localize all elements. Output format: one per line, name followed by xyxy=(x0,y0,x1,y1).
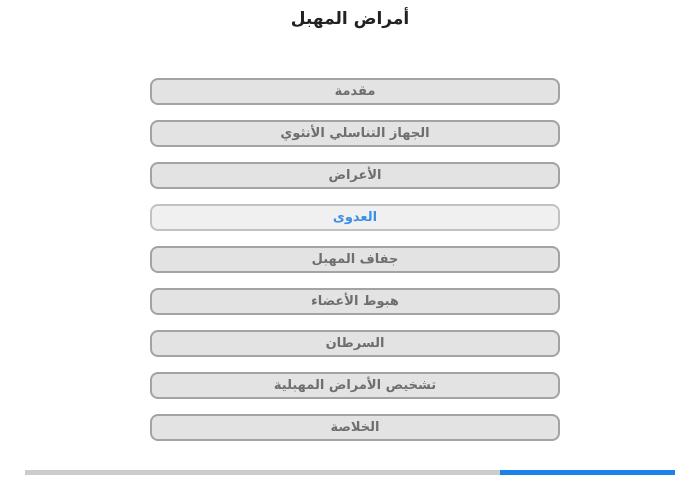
menu-item-infection[interactable]: العدوى xyxy=(150,204,560,231)
menu-item-summary[interactable]: الخلاصة xyxy=(150,414,560,441)
chapter-menu xyxy=(150,78,560,456)
progress-bar-fill xyxy=(500,470,676,475)
menu-item-organ-prolapse[interactable]: هبوط الأعضاء xyxy=(150,288,560,315)
menu-item-cancer[interactable]: السرطان xyxy=(150,330,560,357)
menu-item-female-reproductive-system[interactable]: الجهاز التناسلي الأنثوي xyxy=(150,120,560,147)
menu-item-symptoms[interactable]: الأعراض xyxy=(150,162,560,189)
menu-item-introduction[interactable]: مقدمة xyxy=(150,78,560,105)
menu-item-diagnosis[interactable]: تشخيص الأمراض المهبلية xyxy=(150,372,560,399)
menu-item-vaginal-dryness[interactable]: جفاف المهبل xyxy=(150,246,560,273)
page-title: أمراض المهبل xyxy=(290,9,410,29)
progress-bar xyxy=(25,470,675,475)
